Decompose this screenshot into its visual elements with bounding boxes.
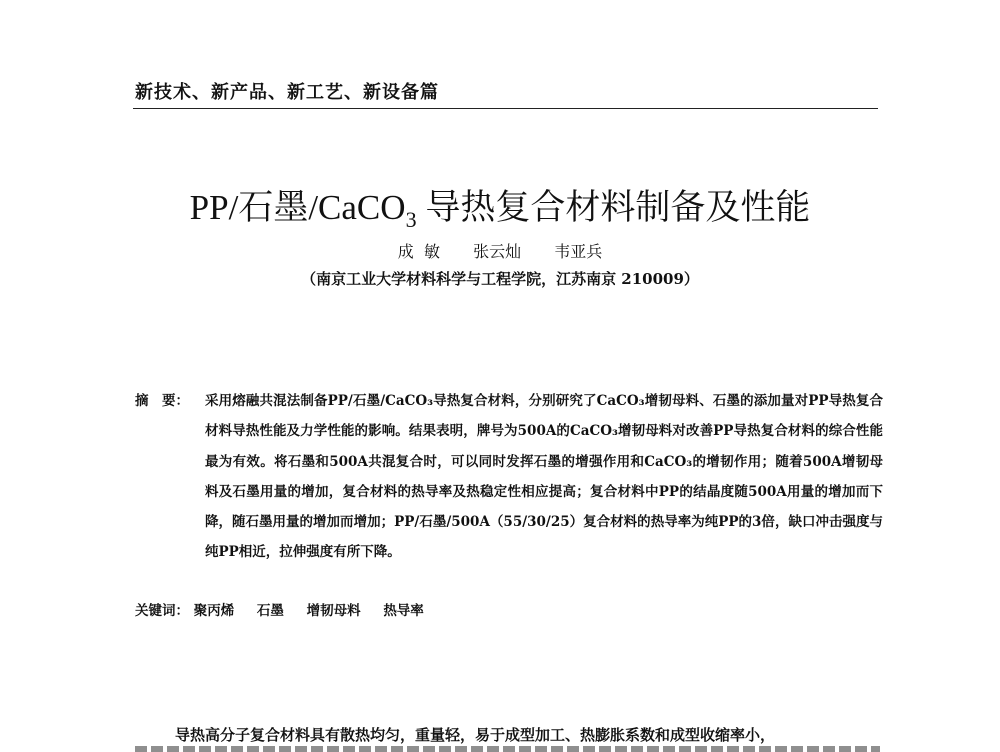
abstract-text: 采用熔融共混法制备PP/石墨/CaCO₃导热复合材料，分别研究了CaCO₃增韧母料、石墨的添加量对PP导热复合材料导热性能及力学性能的影响。结果表明，牌号为500A的CaCO₃增韧母料对改善PP导热复合材料的综合性能最为有效。将石墨和500A共混复合时，可以同时发挥石墨的增强作用和CaCO₃的增韧作用；随着500A增韧母料及石墨用量的增加，复合材料的热导率及热稳定性相应提高；复合材料中PP的结晶度随500A用量的增加而下降，随石墨用量的增加而增加；PP/石墨/500A（55/30/25）复合材料的热导率为纯PP的3倍，缺口冲击强度与纯PP相近，拉伸强度有所下降。 <box>205 393 883 561</box>
title-prefix: PP/石墨/CaCO <box>189 188 406 227</box>
author-list <box>0 239 1000 262</box>
author-name: 张云灿 <box>473 242 522 261</box>
body-paragraph: 导热高分子复合材料具有散热均匀，重量轻，易于成型加工、热膨胀系数和成型收缩率小， <box>175 726 776 744</box>
section-header: 新技术、新产品、新工艺、新设备篇 <box>135 82 439 103</box>
cut-off-text-line <box>135 746 880 752</box>
header-rule <box>133 108 878 109</box>
title-subscript: 3 <box>405 207 417 232</box>
affiliation: （南京工业大学材料科学与工程学院，江苏南京 210009） <box>301 270 699 288</box>
keywords-label: 关键词： <box>135 603 189 619</box>
paper-title <box>0 180 1000 233</box>
title-suffix: 导热复合材料制备及性能 <box>416 188 811 227</box>
abstract-label: 摘 要： <box>135 393 189 409</box>
keyword: 增韧母料 <box>306 603 361 619</box>
keywords-block <box>135 599 442 619</box>
keyword: 热导率 <box>383 603 424 619</box>
author-name: 成 敏 <box>397 242 440 261</box>
author-name: 韦亚兵 <box>554 242 603 261</box>
abstract-block <box>135 386 883 568</box>
keyword: 石墨 <box>256 603 284 619</box>
keyword: 聚丙烯 <box>193 603 235 619</box>
